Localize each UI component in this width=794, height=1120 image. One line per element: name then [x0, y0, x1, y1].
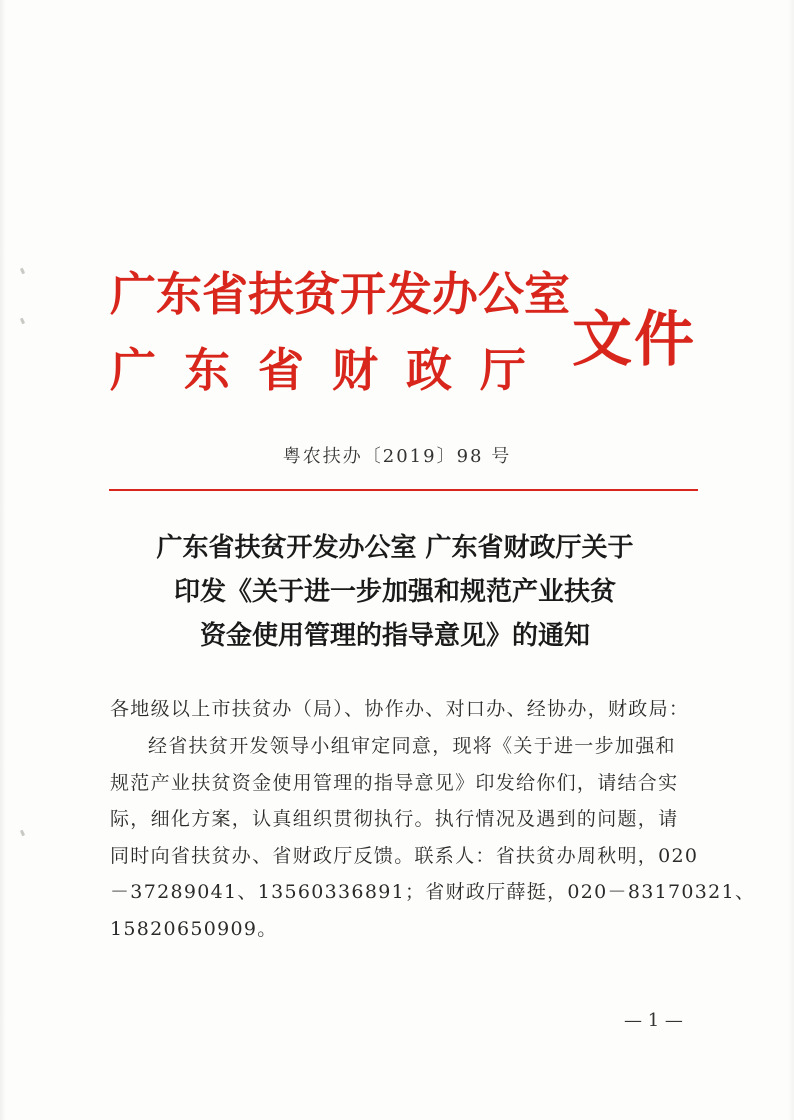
issuing-org-line-2: 广东省财政厅	[110, 343, 554, 397]
document-type-label: 文件	[572, 305, 696, 375]
document-title	[100, 526, 690, 658]
body-line: 规范产业扶贫资金使用管理的指导意见》印发给你们，请结合实	[110, 771, 679, 794]
red-divider-line	[109, 489, 698, 491]
body-line: 际，细化方案，认真组织贯彻执行。执行情况及遇到的问题，请	[110, 808, 679, 830]
body-line: 同时向省扶贫办、省财政厅反馈。联系人：省扶贫办周秋明，020	[110, 844, 699, 867]
body-line: 15820650909。	[110, 917, 278, 940]
page-number: — 1 —	[624, 1010, 683, 1031]
body-paragraph	[110, 728, 756, 947]
title-line: 资金使用管理的指导意见》的通知	[199, 621, 590, 651]
title-line: 印发《关于进一步加强和规范产业扶贫	[173, 577, 616, 607]
addressee-line: 各地级以上市扶贫办（局）、协作办、对口办、经协办，财政局：	[110, 698, 690, 720]
document-number: 粤农扶办〔2019〕98 号	[282, 446, 512, 467]
body-line: －37289041、13560336891；省财政厅薛挺，020－83170321、	[110, 881, 756, 903]
body-line: 经省扶贫开发领导小组审定同意，现将《关于进一步加强和	[148, 735, 676, 757]
title-line: 广东省扶贫开发办公室 广东省财政厅关于	[156, 533, 634, 563]
issuing-org-line-1: 广东省扶贫开发办公室	[110, 267, 570, 321]
